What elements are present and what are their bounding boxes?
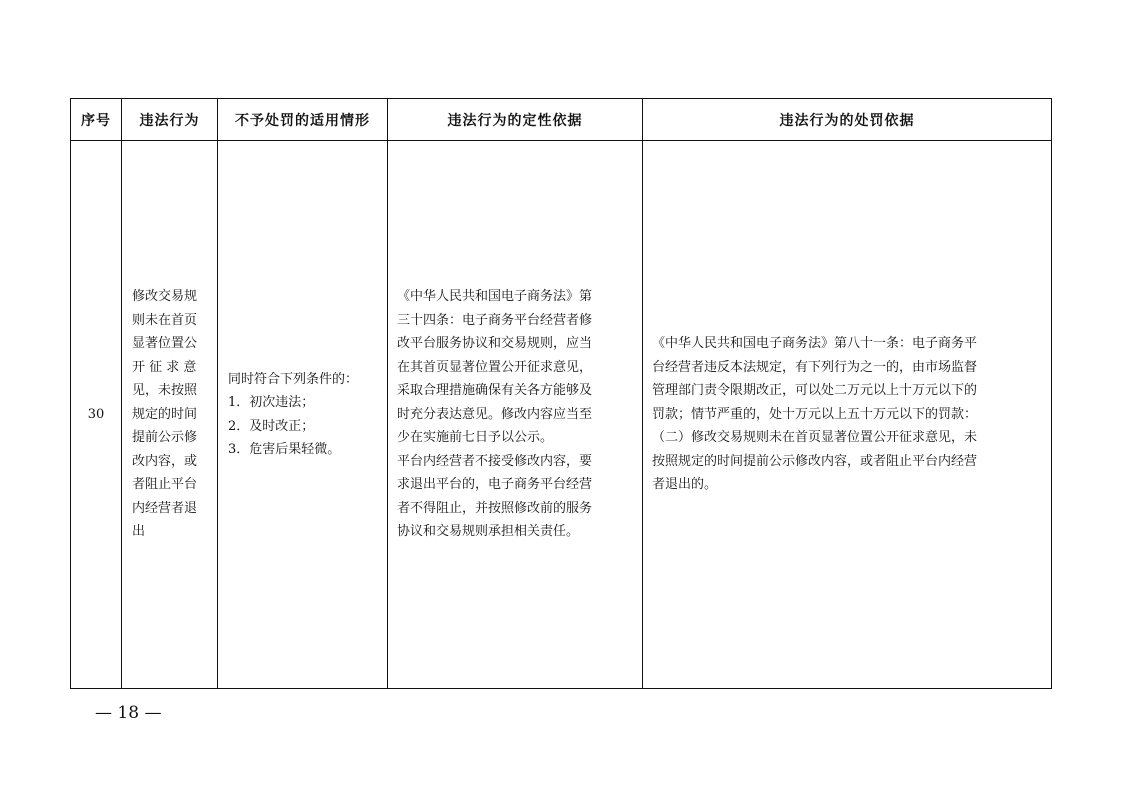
header-exemption: 不予处罚的适用情形 (235, 112, 370, 129)
page-number: — 18 — (95, 703, 162, 723)
exemption-text: 同时符合下列条件的： 1．初次违法； 2．及时改正； 3．危害后果轻微。 (228, 371, 359, 457)
cell-number (71, 141, 121, 688)
header-basis: 违法行为的定性依据 (447, 112, 583, 129)
penalty-text: 《中华人民共和国电子商务法》第八十一条：电子商务平 台经营者违反本法规定，有下列行为之一的，由市场监督 管理部门责令限期改正，可以处二万元以上十万元以下的 罚款；情节严重的，处十万元以上五十万元以下的罚款： （二）修改交易规则未在首页显著位置公开征求意见，未 按照规定的时间提前公示修改内容，或者阻止平台内经营 者退出的。 (652, 336, 978, 493)
cell-penalty (643, 141, 1051, 688)
header-number: 序号 (81, 112, 111, 129)
header-penalty: 违法行为的处罚依据 (779, 112, 915, 129)
cell-basis (388, 141, 642, 688)
regulation-table (70, 98, 1052, 689)
header-violation: 违法行为 (139, 112, 200, 129)
row-number: 30 (87, 406, 105, 422)
violation-text: 修改交易规 则未在首页 显著位置公 开 征 求 意 见，未按照 规定的时间 提前公示修 改内容，或 者阻止平台 内经营者退 出 (132, 289, 198, 540)
cell-violation (122, 141, 217, 688)
cell-exemption (218, 141, 387, 688)
basis-text: 《中华人民共和国电子商务法》第 三十四条：电子商务平台经营者修 改平台服务协议和交易规则，应当 在其首页显著位置公开征求意见， 采取合理措施确保有关各方能够及 时充分表达意见。修改内容应当至 少在实施前七日予以公示。 平台内经营者不接受修改内容，要 求退出平台的，电子商务平台经营 者不得阻止，并按照修改前的服务 协议和交易规则承担相关责任。 (397, 289, 593, 540)
